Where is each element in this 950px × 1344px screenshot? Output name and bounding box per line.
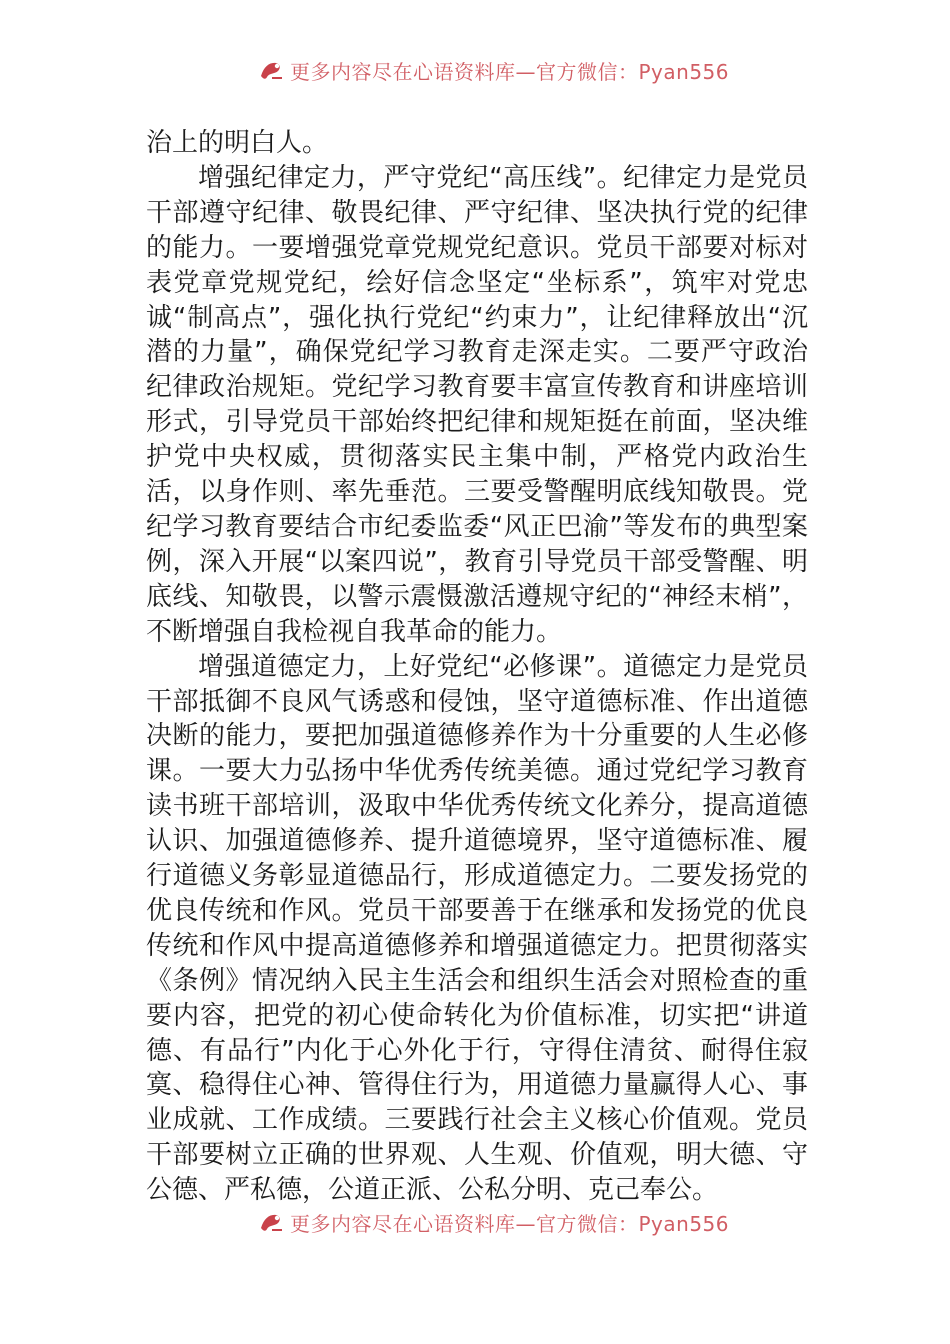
document-body <box>146 126 808 1208</box>
paragraph-morality: 增强道德定力，上好党纪“必修课”。道德定力是党员干部抵御不良风气诱惑和侵蚀，坚守道德标准、作出道德决断的能力，要把加强道德修养作为十分重要的人生必修课。一要大力弘扬中华优秀传统美德。通过党纪学习教育读书班干部培训，汲取中华优秀传统文化养分，提高道德认识、加强道德修养、提升道德境界，坚守道德标准、履行道德义务彰显道德品行，形成道德定力。二要发扬党的优良传统和作风。党员干部要善于在继承和发扬党的优良传统和作风中提高道德修养和增强道德定力。把贯彻落实《条例》情况纳入民主生活会和组织生活会对照检查的重要内容，把党的初心使命转化为价值标准，切实把“讲道德、有品行”内化于心外化于行，守得住清贫、耐得住寂寞、稳得住心神、管得住行为，用道德力量赢得人心、事业成就、工作成绩。三要践行社会主义核心价值观。党员干部要树立正确的世界观、人生观、价值观，明大德、守公德、严私德，公道正派、公私分明、克己奉公。 <box>146 651 808 1206</box>
footer-banner <box>258 1208 729 1236</box>
header-banner-text: 更多内容尽在心语资料库—官方微信：Pyan556 <box>290 59 730 84</box>
hand-logo-icon <box>258 1210 284 1234</box>
paragraph-discipline: 增强纪律定力，严守党纪“高压线”。纪律定力是党员干部遵守纪律、敬畏纪律、严守纪律、坚决执行党的纪律的能力。一要增强党章党规党纪意识。党员干部要对标对表党章党规党纪，绘好信念坚定“坐标系”，筑牢对党忠诚“制高点”，强化执行党纪“约束力”，让纪律释放出“沉潜的力量”，确保党纪学习教育走深走实。二要严守政治纪律政治规矩。党纪学习教育要丰富宣传教育和讲座培训形式，引导党员干部始终把纪律和规矩挺在前面，坚决维护党中央权威，贯彻落实民主集中制，严格党内政治生活，以身作则、率先垂范。三要受警醒明底线知敬畏。党纪学习教育要结合市纪委监委“风正巴渝”等发布的典型案例，深入开展“以案四说”，教育引导党员干部受警醒、明底线、知敬畏，以警示震慑激活遵规守纪的“神经末梢”，不断增强自我检视自我革命的能力。 <box>146 162 808 647</box>
header-banner <box>258 56 729 84</box>
footer-banner-text: 更多内容尽在心语资料库—官方微信：Pyan556 <box>290 1211 730 1236</box>
paragraph-continuation: 治上的明白人。 <box>146 128 329 158</box>
hand-logo-icon <box>258 58 284 82</box>
